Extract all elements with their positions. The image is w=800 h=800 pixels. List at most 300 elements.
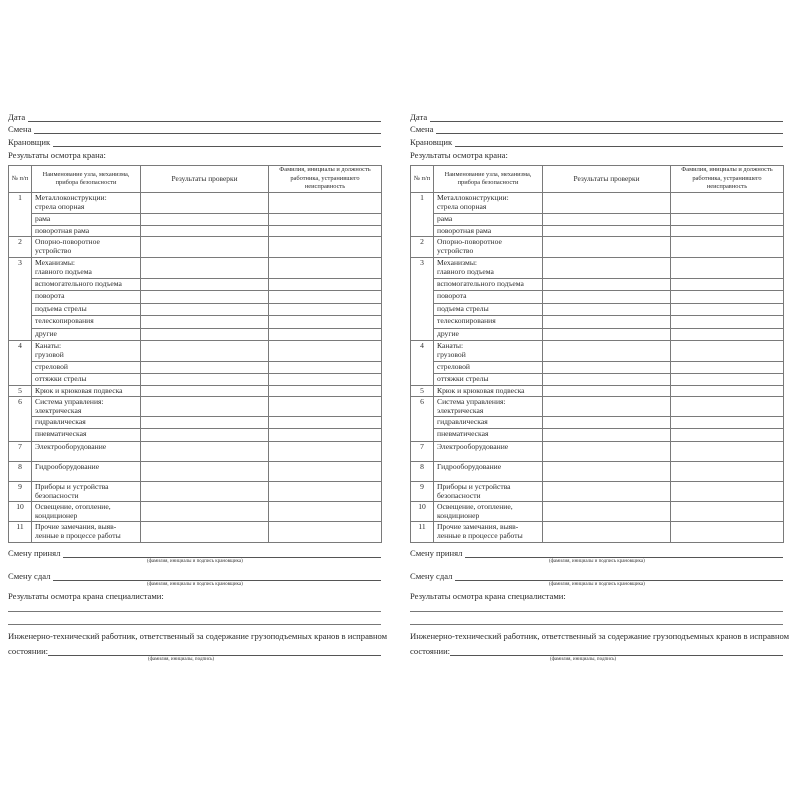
component-name-line: стрела опорная — [35, 202, 85, 212]
component-name — [434, 279, 543, 291]
check-result-cell[interactable] — [543, 291, 671, 304]
shift-accepted-caption: (фамилия, инициалы и подпись крановщика) — [147, 559, 243, 564]
component-name-line: грузовой — [437, 350, 466, 360]
shift-label: Смена — [410, 124, 434, 134]
component-name — [434, 362, 543, 374]
table-row — [9, 429, 382, 442]
check-result-cell[interactable] — [141, 462, 269, 482]
table-row — [9, 341, 382, 362]
engineer-text: Инженерно-технический работник, ответственный за содержание грузоподъемных кранов в исправном — [8, 631, 388, 641]
component-name — [434, 442, 543, 462]
component-name-line: оттяжки стрелы — [437, 374, 489, 383]
responsible-person-cell[interactable] — [269, 237, 382, 258]
component-name-line: поворотная рама — [437, 226, 492, 235]
component-name-line: электрическая — [437, 406, 484, 416]
responsible-person-cell[interactable] — [269, 291, 382, 304]
responsible-person-cell[interactable] — [671, 362, 784, 374]
component-name-line: пневматическая — [437, 429, 489, 438]
row-number: 7 — [9, 442, 32, 462]
responsible-person-cell[interactable] — [269, 193, 382, 214]
specialists-line-1[interactable] — [410, 611, 783, 612]
responsible-person-cell[interactable] — [269, 304, 382, 316]
component-name-line: поворота — [35, 291, 65, 300]
check-result-cell[interactable] — [543, 279, 671, 291]
check-result-cell[interactable] — [543, 193, 671, 214]
component-name-line: рама — [35, 214, 51, 223]
component-name-line: Приборы и устройства — [437, 482, 511, 491]
row-number: 9 — [9, 482, 32, 502]
component-name-line: электрическая — [35, 406, 82, 416]
responsible-person-cell[interactable] — [671, 482, 784, 502]
row-number: 8 — [411, 462, 434, 482]
table-row — [9, 291, 382, 304]
operator-input-line[interactable] — [455, 138, 783, 147]
results-heading: Результаты осмотра крана: — [8, 150, 106, 160]
responsible-person-cell[interactable] — [671, 226, 784, 237]
row-number: 3 — [9, 258, 32, 341]
journal-page-right — [402, 0, 800, 800]
header-number: № п/п — [9, 166, 32, 193]
component-name-line: Электрооборудование — [437, 442, 509, 451]
check-result-cell[interactable] — [141, 374, 269, 386]
component-name-line: главного подъема — [35, 267, 92, 277]
component-name-line: главного подъема — [437, 267, 494, 277]
responsible-person-cell[interactable] — [269, 482, 382, 502]
table-row — [9, 397, 382, 417]
check-result-cell[interactable] — [141, 316, 269, 329]
check-result-cell[interactable] — [543, 462, 671, 482]
responsible-person-cell[interactable] — [671, 502, 784, 522]
check-result-cell[interactable] — [141, 304, 269, 316]
check-result-cell[interactable] — [141, 329, 269, 341]
check-result-cell[interactable] — [141, 226, 269, 237]
component-name — [32, 362, 141, 374]
component-name — [434, 522, 543, 543]
table-row — [9, 329, 382, 341]
check-result-cell[interactable] — [141, 193, 269, 214]
responsible-person-cell[interactable] — [671, 341, 784, 362]
responsible-person-cell[interactable] — [269, 362, 382, 374]
operator-field[interactable] — [8, 136, 381, 148]
component-name-line: поворотная рама — [35, 226, 90, 235]
shift-accepted-input-line[interactable] — [63, 549, 381, 558]
check-result-cell[interactable] — [141, 279, 269, 291]
component-name — [434, 329, 543, 341]
shift-input-line[interactable] — [34, 125, 381, 134]
row-number: 2 — [411, 237, 434, 258]
component-name-line: ленные в процессе работы — [437, 531, 523, 541]
shift-handed-caption: (фамилия, инициалы и подпись крановщика) — [549, 582, 645, 587]
check-result-cell[interactable] — [543, 362, 671, 374]
responsible-person-cell[interactable] — [269, 522, 382, 543]
table-row — [411, 193, 784, 214]
check-result-cell[interactable] — [543, 502, 671, 522]
responsible-person-cell[interactable] — [671, 214, 784, 226]
table-row — [9, 417, 382, 429]
component-name — [32, 258, 141, 279]
check-result-cell[interactable] — [543, 482, 671, 502]
table-row — [411, 226, 784, 237]
responsible-person-cell[interactable] — [671, 397, 784, 417]
results-heading: Результаты осмотра крана: — [410, 150, 508, 160]
row-number: 10 — [9, 502, 32, 522]
table-row — [9, 462, 382, 482]
component-name — [434, 462, 543, 482]
responsible-person-cell[interactable] — [269, 226, 382, 237]
shift-handed-input-line[interactable] — [455, 572, 783, 581]
check-result-cell[interactable] — [141, 417, 269, 429]
responsible-person-cell[interactable] — [269, 442, 382, 462]
table-row — [411, 374, 784, 386]
specialists-heading: Результаты осмотра крана специалистами: — [8, 591, 164, 601]
component-name-line: Крюк и крюковая подвеска — [35, 386, 123, 395]
shift-accepted-label: Смену принял — [410, 548, 463, 558]
component-name — [32, 386, 141, 397]
component-name — [32, 341, 141, 362]
specialists-line-2[interactable] — [410, 624, 783, 625]
date-field[interactable] — [410, 111, 783, 123]
table-row — [411, 304, 784, 316]
operator-input-line[interactable] — [53, 138, 381, 147]
header-number: № п/п — [411, 166, 434, 193]
component-name — [32, 291, 141, 304]
table-row — [411, 429, 784, 442]
check-result-cell[interactable] — [543, 304, 671, 316]
component-name — [32, 279, 141, 291]
check-result-cell[interactable] — [141, 362, 269, 374]
component-name-line: Прочие замечания, выяв- — [35, 522, 117, 531]
header-results: Результаты проверки — [543, 166, 671, 193]
table-body — [9, 193, 382, 543]
component-name-line: Прочие замечания, выяв- — [437, 522, 519, 531]
responsible-person-cell[interactable] — [269, 502, 382, 522]
header-component: Наименование узла, механизма, прибора безопасности — [32, 166, 141, 193]
responsible-person-cell[interactable] — [269, 329, 382, 341]
shift-handed-input-line[interactable] — [53, 572, 381, 581]
table-header-row — [9, 166, 382, 193]
specialists-heading: Результаты осмотра крана специалистами: — [410, 591, 566, 601]
header-responsible: Фамилия, инициалы и должность работника, устранившего неисправность — [269, 166, 382, 193]
date-input-line[interactable] — [28, 113, 381, 122]
component-name-line: Освещение, отопление, — [35, 502, 111, 511]
shift-field[interactable] — [410, 123, 783, 135]
check-result-cell[interactable] — [543, 442, 671, 462]
table-row — [411, 397, 784, 417]
shift-handed-field[interactable] — [8, 570, 381, 582]
component-name-line: Система управления: — [35, 397, 104, 406]
component-name — [32, 329, 141, 341]
check-result-cell[interactable] — [543, 429, 671, 442]
table-row — [411, 386, 784, 397]
check-result-cell[interactable] — [141, 237, 269, 258]
row-number: 3 — [411, 258, 434, 341]
table-row — [9, 362, 382, 374]
responsible-person-cell[interactable] — [671, 522, 784, 543]
component-name — [32, 417, 141, 429]
component-name — [434, 386, 543, 397]
component-name-line: пневматическая — [35, 429, 87, 438]
component-name-line: другие — [35, 329, 57, 338]
component-name-line: Электрооборудование — [35, 442, 107, 451]
component-name-line: Канаты: — [437, 341, 464, 350]
component-name-line: подъема стрелы — [437, 304, 489, 313]
check-result-cell[interactable] — [141, 522, 269, 543]
shift-accepted-caption: (фамилия, инициалы и подпись крановщика) — [549, 559, 645, 564]
row-number: 6 — [411, 397, 434, 442]
component-name — [434, 214, 543, 226]
row-number: 9 — [411, 482, 434, 502]
row-number: 2 — [9, 237, 32, 258]
check-result-cell[interactable] — [141, 291, 269, 304]
component-name-line: Приборы и устройства — [35, 482, 109, 491]
table-row — [411, 258, 784, 279]
row-number: 5 — [9, 386, 32, 397]
check-result-cell[interactable] — [543, 397, 671, 417]
component-name — [32, 442, 141, 462]
row-number: 4 — [9, 341, 32, 386]
component-name-line: рама — [437, 214, 453, 223]
responsible-person-cell[interactable] — [671, 291, 784, 304]
check-result-cell[interactable] — [543, 226, 671, 237]
engineer-label: состоянии: — [8, 646, 49, 656]
component-name — [32, 482, 141, 502]
engineer-caption: (фамилия, инициалы, подпись) — [148, 657, 215, 662]
responsible-person-cell[interactable] — [269, 462, 382, 482]
check-result-cell[interactable] — [543, 258, 671, 279]
row-number: 4 — [411, 341, 434, 386]
responsible-person-cell[interactable] — [269, 316, 382, 329]
row-number: 1 — [9, 193, 32, 237]
engineer-input-line[interactable] — [450, 647, 783, 656]
component-name-line: Гидрооборудование — [437, 462, 502, 471]
check-result-cell[interactable] — [141, 482, 269, 502]
check-result-cell[interactable] — [543, 341, 671, 362]
row-number: 1 — [411, 193, 434, 237]
table-row — [411, 417, 784, 429]
component-name-line: гидравлическая — [35, 417, 86, 426]
table-row — [9, 226, 382, 237]
check-result-cell[interactable] — [141, 429, 269, 442]
check-result-cell[interactable] — [543, 522, 671, 543]
responsible-person-cell[interactable] — [671, 258, 784, 279]
table-row — [411, 362, 784, 374]
component-name — [32, 522, 141, 543]
table-row — [411, 237, 784, 258]
component-name-line: гидравлическая — [437, 417, 488, 426]
check-result-cell[interactable] — [141, 258, 269, 279]
component-name — [434, 502, 543, 522]
row-number: 5 — [411, 386, 434, 397]
responsible-person-cell[interactable] — [671, 429, 784, 442]
component-name-line: Освещение, отопление, — [437, 502, 513, 511]
responsible-person-cell[interactable] — [269, 214, 382, 226]
check-result-cell[interactable] — [543, 214, 671, 226]
component-name-line: кондиционер — [437, 511, 480, 521]
component-name-line: грузовой — [35, 350, 64, 360]
component-name-line: вспомогательного подъема — [35, 279, 122, 288]
operator-field[interactable] — [410, 136, 783, 148]
table-row — [9, 522, 382, 543]
component-name — [434, 304, 543, 316]
check-result-cell[interactable] — [141, 386, 269, 397]
component-name — [32, 237, 141, 258]
component-name — [434, 374, 543, 386]
component-name — [434, 237, 543, 258]
header-results: Результаты проверки — [141, 166, 269, 193]
component-name — [32, 397, 141, 417]
check-result-cell[interactable] — [141, 442, 269, 462]
engineer-input-line[interactable] — [48, 647, 381, 656]
component-name-line: телескопирования — [35, 316, 94, 325]
table-row — [411, 522, 784, 543]
component-name — [434, 226, 543, 237]
table-row — [9, 237, 382, 258]
component-name-line: кондиционер — [35, 511, 78, 521]
date-field[interactable] — [8, 111, 381, 123]
component-name-line: Механизмы: — [437, 258, 478, 267]
engineer-field[interactable] — [8, 645, 381, 657]
component-name-line: Крюк и крюковая подвеска — [437, 386, 525, 395]
shift-handed-label: Смену сдал — [410, 571, 453, 581]
operator-label: Крановщик — [8, 137, 51, 147]
component-name-line: Механизмы: — [35, 258, 76, 267]
specialists-line-1[interactable] — [8, 611, 381, 612]
check-result-cell[interactable] — [543, 417, 671, 429]
component-name-line: поворота — [437, 291, 467, 300]
shift-accepted-field[interactable] — [8, 547, 381, 559]
responsible-person-cell[interactable] — [671, 193, 784, 214]
table-row — [411, 214, 784, 226]
component-name — [434, 291, 543, 304]
table-row — [9, 316, 382, 329]
check-result-cell[interactable] — [141, 341, 269, 362]
responsible-person-cell[interactable] — [671, 374, 784, 386]
table-row — [9, 258, 382, 279]
table-row — [411, 462, 784, 482]
component-name-line: стреловой — [35, 362, 68, 371]
responsible-person-cell[interactable] — [269, 258, 382, 279]
check-result-cell[interactable] — [543, 237, 671, 258]
component-name-line: вспомогательного подъема — [437, 279, 524, 288]
component-name-line: безопасности — [437, 491, 481, 501]
component-name-line: подъема стрелы — [35, 304, 87, 313]
responsible-person-cell[interactable] — [671, 316, 784, 329]
component-name — [32, 462, 141, 482]
component-name — [32, 502, 141, 522]
shift-handed-field[interactable] — [410, 570, 783, 582]
check-result-cell[interactable] — [543, 386, 671, 397]
responsible-person-cell[interactable] — [671, 304, 784, 316]
component-name-line: Гидрооборудование — [35, 462, 100, 471]
component-name-line: Опорно-поворотное — [35, 237, 100, 246]
shift-accepted-input-line[interactable] — [465, 549, 783, 558]
responsible-person-cell[interactable] — [269, 279, 382, 291]
shift-accepted-field[interactable] — [410, 547, 783, 559]
component-name-line: Канаты: — [35, 341, 62, 350]
engineer-text: Инженерно-технический работник, ответственный за содержание грузоподъемных кранов в исправном — [410, 631, 790, 641]
table-row — [411, 341, 784, 362]
date-label: Дата — [410, 112, 428, 122]
check-result-cell[interactable] — [141, 214, 269, 226]
check-result-cell[interactable] — [543, 329, 671, 341]
shift-field[interactable] — [8, 123, 381, 135]
engineer-field[interactable] — [410, 645, 783, 657]
table-row — [9, 482, 382, 502]
component-name — [32, 193, 141, 214]
component-name-line: Металлоконструкции: — [35, 193, 107, 202]
responsible-person-cell[interactable] — [671, 442, 784, 462]
table-row — [9, 442, 382, 462]
table-row — [9, 279, 382, 291]
table-row — [9, 374, 382, 386]
component-name — [32, 429, 141, 442]
responsible-person-cell[interactable] — [671, 462, 784, 482]
engineer-caption: (фамилия, инициалы, подпись) — [550, 657, 617, 662]
table-body — [411, 193, 784, 543]
date-input-line[interactable] — [430, 113, 783, 122]
row-number: 7 — [411, 442, 434, 462]
component-name-line: стрела опорная — [437, 202, 487, 212]
check-result-cell[interactable] — [141, 502, 269, 522]
responsible-person-cell[interactable] — [671, 386, 784, 397]
inspection-table — [410, 165, 784, 543]
responsible-person-cell[interactable] — [269, 341, 382, 362]
component-name-line: ленные в процессе работы — [35, 531, 121, 541]
check-result-cell[interactable] — [141, 397, 269, 417]
table-row — [411, 329, 784, 341]
responsible-person-cell[interactable] — [671, 329, 784, 341]
component-name-line: стреловой — [437, 362, 470, 371]
component-name — [32, 226, 141, 237]
row-number: 11 — [411, 522, 434, 543]
component-name — [434, 397, 543, 417]
component-name-line: Опорно-поворотное — [437, 237, 502, 246]
responsible-person-cell[interactable] — [269, 374, 382, 386]
shift-accepted-label: Смену принял — [8, 548, 61, 558]
component-name-line: Система управления: — [437, 397, 506, 406]
responsible-person-cell[interactable] — [269, 417, 382, 429]
responsible-person-cell[interactable] — [269, 397, 382, 417]
table-row — [411, 279, 784, 291]
specialists-line-2[interactable] — [8, 624, 381, 625]
table-header-row — [411, 166, 784, 193]
component-name — [32, 304, 141, 316]
table-row — [411, 502, 784, 522]
responsible-person-cell[interactable] — [269, 429, 382, 442]
component-name-line: устройство — [35, 246, 72, 256]
table-row — [9, 386, 382, 397]
engineer-label: состоянии: — [410, 646, 451, 656]
responsible-person-cell[interactable] — [671, 279, 784, 291]
inspection-table — [8, 165, 382, 543]
responsible-person-cell[interactable] — [671, 237, 784, 258]
table-row — [411, 291, 784, 304]
check-result-cell[interactable] — [543, 374, 671, 386]
component-name-line: телескопирования — [437, 316, 496, 325]
table-row — [9, 193, 382, 214]
component-name — [434, 341, 543, 362]
responsible-person-cell[interactable] — [671, 417, 784, 429]
component-name-line: Металлоконструкции: — [437, 193, 509, 202]
row-number: 6 — [9, 397, 32, 442]
component-name — [32, 316, 141, 329]
shift-input-line[interactable] — [436, 125, 783, 134]
table-row — [9, 304, 382, 316]
check-result-cell[interactable] — [543, 316, 671, 329]
responsible-person-cell[interactable] — [269, 386, 382, 397]
shift-label: Смена — [8, 124, 32, 134]
component-name — [32, 214, 141, 226]
